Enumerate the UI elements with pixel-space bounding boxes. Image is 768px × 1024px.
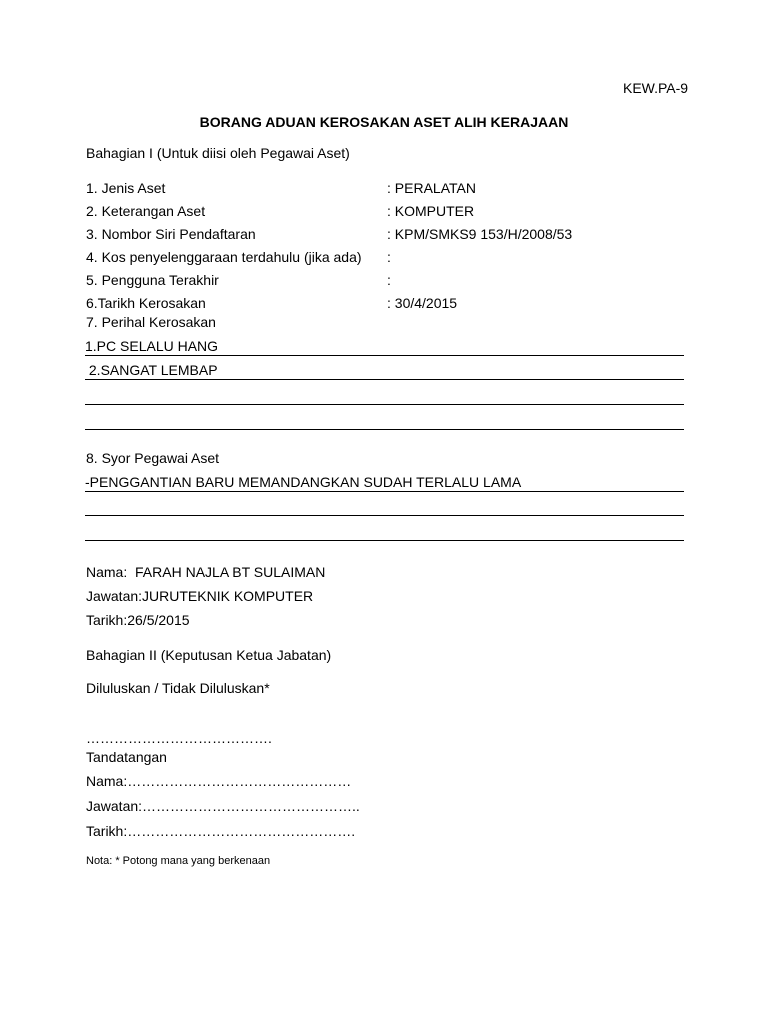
officer-date: Tarikh:26/5/2015 [86,612,190,628]
officer-name: Nama: FARAH NAJLA BT SULAIMAN [86,564,326,580]
field-label-asset-type: 1. Jenis Aset [86,180,166,196]
recommend-label: 8. Syor Pegawai Aset [86,450,220,466]
damage-line [85,361,684,380]
damage-line [85,386,684,405]
part1-heading: Bahagian I (Untuk diisi oleh Pegawai Aset) [86,145,350,161]
form-code: KEW.PA-9 [623,80,689,96]
footnote: Nota: * Potong mana yang berkenaan [86,855,271,867]
recommend-line [85,522,684,541]
field-value-serial-number: : KPM/SMKS9 153/H/2008/53 [387,226,573,242]
decision-text: Diluluskan / Tidak Diluluskan* [86,680,270,696]
field-label-maintenance-cost: 4. Kos penyelenggaraan terdahulu (jika ada) [86,249,362,265]
form-title: BORANG ADUAN KEROSAKAN ASET ALIH KERAJAAN [199,114,569,130]
field-value-damage-date: : 30/4/2015 [387,295,458,311]
field-value-asset-description: : KOMPUTER [387,203,475,219]
damage-label: 7. Perihal Kerosakan [86,314,216,330]
damage-line [85,411,684,430]
damage-line-text: 1.PC SELALU HANG [85,338,219,354]
officer-position: Jawatan:JURUTEKNIK KOMPUTER [86,588,314,604]
field-label-serial-number: 3. Nombor Siri Pendaftaran [86,226,256,242]
field-value-last-user: : [387,272,391,288]
field-label-damage-date: 6.Tarikh Kerosakan [86,295,206,311]
recommend-line [85,497,684,516]
head-date: Tarikh:…………………………………………. [86,823,356,839]
part2-heading: Bahagian II (Keputusan Ketua Jabatan) [86,647,332,663]
damage-line-text: 2.SANGAT LEMBAP [85,362,218,378]
field-value-asset-type: : PERALATAN [387,180,476,196]
recommend-line [85,473,684,492]
head-position: Jawatan:……………………………………….. [86,798,360,814]
signature-dots: …………………………………. [86,730,272,746]
field-label-asset-description: 2. Keterangan Aset [86,203,206,219]
field-label-last-user: 5. Pengguna Terakhir [86,272,219,288]
head-name: Nama:………………………………………… [86,773,352,789]
recommend-line-text: -PENGGANTIAN BARU MEMANDANGKAN SUDAH TERLALU LAMA [85,474,522,490]
damage-line [85,337,684,356]
field-value-maintenance-cost: : [387,249,391,265]
signature-label: Tandatangan [86,749,167,765]
